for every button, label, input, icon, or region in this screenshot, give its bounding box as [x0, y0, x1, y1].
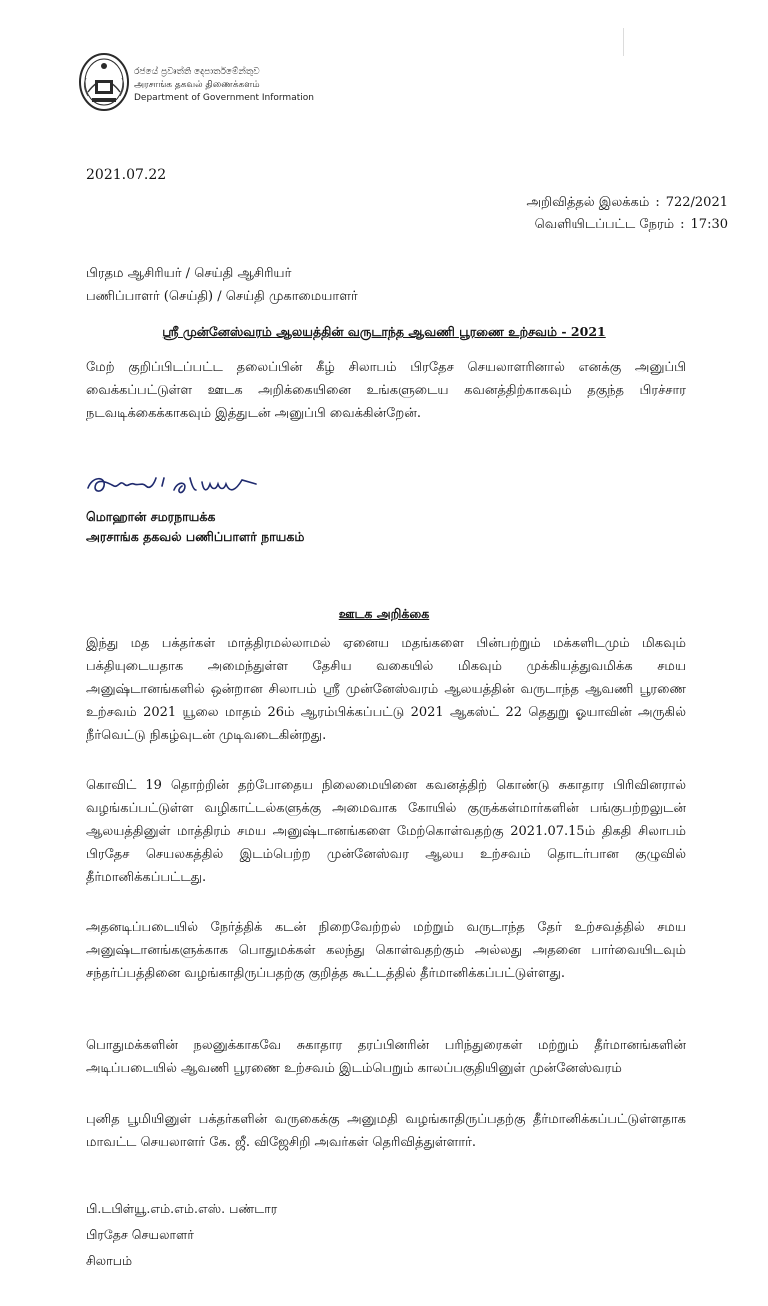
recipient-line: பணிப்பாளர் (செய்தி) / செய்தி முகாமையாளர்: [86, 289, 358, 304]
closing-location: சிலாபம்: [86, 1253, 133, 1268]
organization-name: [134, 66, 314, 105]
scan-mark: [623, 28, 624, 56]
document-date: 2021.07.22: [86, 167, 167, 183]
intro-paragraph: மேற் குறிப்பிடப்பட்ட தலைப்பின் கீழ் சிலாபம் பிரதேச செயலாளரினால் எனக்கு அனுப்பி வைக்கப்பட்டுள்ள ஊடக அறிக்கையினை உங்களுடைய கவனத்திற்காகவும் தகுந்த பிரச்சார நடவடிக்கைக்காகவும் இத்துடன் அனுப்பி வைக்கின்றேன்.: [86, 360, 686, 421]
release-paragraph-5: புனித பூமியினுள் பக்தர்களின் வருகைக்கு அனுமதி வழங்காதிருப்பதற்கு தீர்மானிக்கப்பட்டுள்ளதாக மாவட்ட செயலாளர் கே. ஜீ. விஜேசிறி அவர்கள் தெரிவித்துள்ளார்.: [86, 1112, 686, 1150]
release-time-value: 17:30: [690, 217, 728, 232]
recipients-block: [86, 262, 358, 308]
notice-number-label: அறிவித்தல் இலக்கம்: [526, 195, 650, 210]
closing-block: [86, 1196, 277, 1274]
signer-title: அரசாங்க தகவல் பணிப்பாளர் நாயகம்: [86, 529, 305, 544]
closing-name: பி.டபிள்யூ.எம்.எம்.எஸ். பண்டார: [86, 1201, 278, 1216]
subject-heading: ஸ்ரீ முன்னேஸ்வரம் ஆலயத்தின் வருடாந்த ஆவணி பூரணை உற்சவம் - 2021: [162, 324, 606, 339]
notice-number-value: 722/2021: [665, 195, 728, 210]
release-paragraph-1: இந்து மத பக்தர்கள் மாத்திரமல்லாமல் ஏனைய மதங்களை பின்பற்றும் மக்களிடமும் மிகவும் பக்தியுடையதாக அமைந்துள்ள தேசிய வகையில் மிகவும் முக்கியத்துவமிக்க சமய அனுஷ்டானங்களில் ஒன்றான சிலாபம் ஸ்ரீ முன்னேஸ்வரம் ஆலயத்தின் வருடாந்த ஆவணி பூரணை உற்சவம் 2021 யூலை மாதம் 26ம் ஆரம்பிக்கப்பட்டு 2021 ஆகஸ்ட் 22 தெதுறு ஓயாவின் அருகில் நீர்வெட்டு நிகழ்வுடன் முடிவடைகின்றது.: [86, 636, 686, 743]
release-paragraph-4: பொதுமக்களின் நலனுக்காகவே சுகாதார தரப்பினரின் பரிந்துரைகள் மற்றும் தீர்மானங்களின் அடிப்படையில் ஆவணி பூரணை உற்சவம் இடம்பெறும் காலப்பகுதியினுள் முன்னேஸ்வரம்: [86, 1038, 686, 1076]
release-paragraph-2: கொவிட் 19 தொற்றின் தற்போதைய நிலைமையினை கவனத்திற் கொண்டு சுகாதார பிரிவினரால் வழங்கப்பட்டுள்ள வழிகாட்டல்களுக்கு அமைவாக கோயில் குருக்கள்மார்களின் பங்குபற்றலுடன் ஆலயத்தினுள் மாத்திரம் சமய அனுஷ்டானங்களை மேற்கொள்வதற்கு 2021.07.15ம் திகதி சிலாபம் பிரதேச செயலகத்தில் இடம்பெற்ற முன்னேஸ்வர ஆலய உற்சவம் தொடர்பான குழுவில் தீர்மானிக்கப்பட்டது.: [86, 778, 686, 885]
org-sinhala: රජයේ ප්‍රවෘත්ති දෙපාර්තමේන්තුව: [134, 67, 260, 77]
notice-number-separator: :: [655, 195, 660, 210]
signature-image: [84, 464, 274, 508]
reference-block: [527, 192, 728, 236]
government-emblem-logo: [78, 52, 130, 114]
signer-name: மொஹான் சமரநாயக்க: [86, 509, 216, 524]
release-time-label: வெளியிடப்பட்ட நேரம்: [534, 217, 675, 232]
release-time-separator: :: [680, 217, 685, 232]
recipient-line: பிரதம ஆசிரியர் / செய்தி ஆசிரியர்: [86, 266, 292, 281]
release-paragraph-3: அதனடிப்படையில் நேர்த்திக் கடன் நிறைவேற்றல் மற்றும் வருடாந்த தேர் உற்சவத்தில் சமய அனுஷ்டானங்களுக்காக பொதுமக்கள் கலந்து கொள்வதற்கும் அல்லது அதனை பார்வையிடவும் சந்தர்ப்பத்தினை வழங்காதிருப்பதற்கு குறித்த கூட்டத்தில் தீர்மானிக்கப்பட்டுள்ளது.: [86, 920, 686, 981]
closing-title: பிரதேச செயலாளர்: [86, 1227, 194, 1242]
org-english: Department of Government Information: [134, 93, 314, 103]
signer-block: [86, 507, 304, 547]
media-release-title: ஊடக அறிக்கை: [338, 606, 430, 621]
org-tamil: அரசாங்க தகவல் திணைக்களம்: [134, 80, 260, 90]
